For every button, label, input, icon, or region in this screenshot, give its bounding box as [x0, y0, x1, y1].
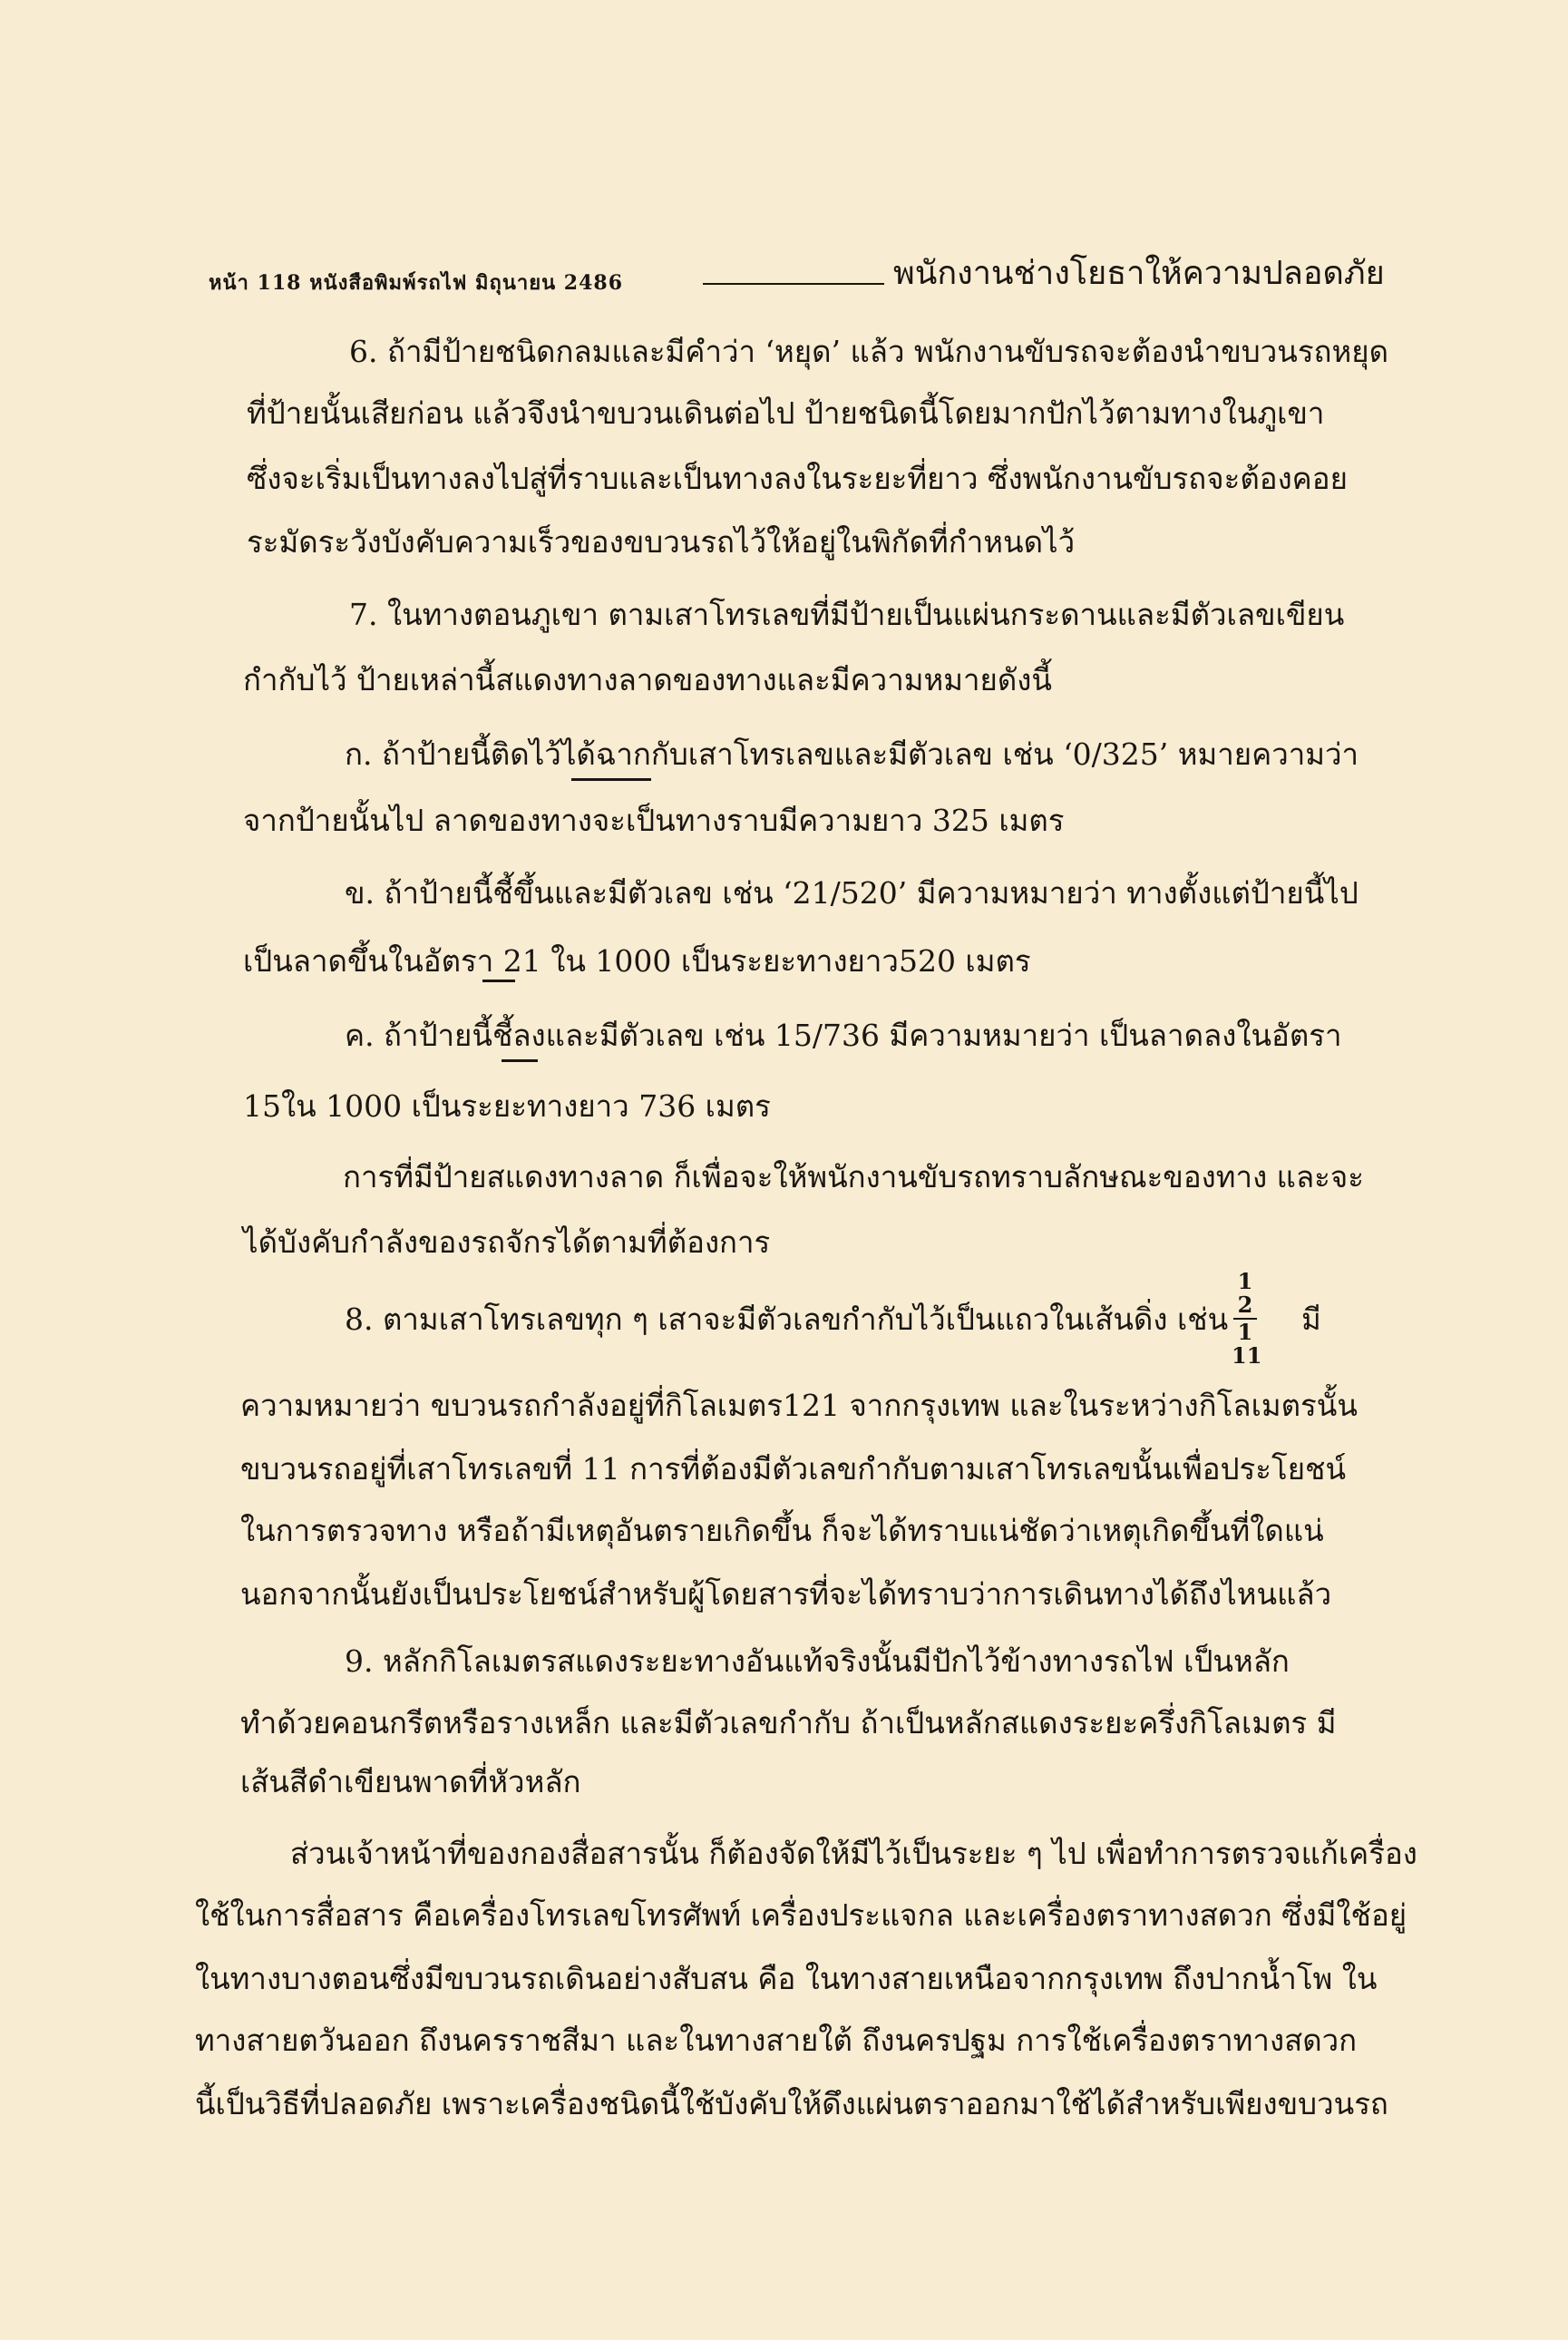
text-line: เป็นลาดขึ้นในอัตรา 21 ใน 1000 เป็นระยะทางยาว520 เมตร [243, 943, 1031, 979]
text-line: ทางสายตวันออก ถึงนครราชสีมา และในทางสายใต้ ถึงนครปฐม การใช้เครื่องตราทางสดวก [195, 2023, 1358, 2058]
text-line: จากป้ายนั้นไป ลาดของทางจะเป็นทางราบมีความยาว 325 เมตร [243, 803, 1065, 838]
text-line: การที่มีป้ายสแดงทางลาด ก็เพื่อจะให้พนักงานขับรถทราบลักษณะของทาง และจะ [343, 1159, 1364, 1194]
fraction-marker [1232, 1268, 1262, 1369]
header-page-info: หน้า 118 หนังสือพิมพ์รถไฟ มิถุนายน 2486 [209, 271, 624, 295]
text-line: เส้นสีดำเขียนพาดที่หัวหลัก [240, 1764, 581, 1799]
text-line: ทำด้วยคอนกรีตหรือรางเหล็ก และมีตัวเลขกำกับ ถ้าเป็นหลักสแดงระยะครึ่งกิโลเมตร มี [240, 1705, 1337, 1740]
header-title: พนักงานช่างโยธาให้ความปลอดภัย [893, 255, 1385, 292]
text-line: ส่วนเจ้าหน้าที่ของกองสื่อสารนั้น ก็ต้องจัดให้มีไว้เป็นระยะ ๆ ไป เพื่อทำการตรวจแก้เครื่อง [290, 1836, 1417, 1871]
text-line: 8. ตามเสาโทรเลขทุก ๆ เสาจะมีตัวเลขกำกับไว้เป็นแถวในเส้นดิ่ง เช่น [345, 1302, 1229, 1337]
text-line: นอกจากนั้นยังเป็นประโยชน์สำหรับผู้โดยสารที่จะได้ทราบว่าการเดินทางได้ถึงไหนแล้ว [240, 1576, 1332, 1612]
fraction-number: 11 [1232, 1342, 1262, 1369]
text-line: ข. ถ้าป้ายนี้ชี้ขึ้นและมีตัวเลข เช่น ‘21/520’ มีความหมายว่า ทางตั้งแต่ป้ายนี้ไป [345, 875, 1359, 911]
text-line: ค. ถ้าป้ายนี้ชี้ลงและมีตัวเลข เช่น 15/736 มีความหมายว่า เป็นลาดลงในอัตรา [345, 1018, 1342, 1053]
text-line: ที่ป้ายนั้นเสียก่อน แล้วจึงนำขบวนเดินต่อไป ป้ายชนิดนี้โดยมากปักไว้ตามทางในภูเขา [247, 395, 1325, 431]
text-line: ใช้ในการสื่อสาร คือเครื่องโทรเลขโทรศัพท์ เครื่องประแจกล และเครื่องตราทางสดวก ซึ่งมีใช้อยู่ [195, 1897, 1407, 1933]
text-line: ในการตรวจทาง หรือถ้ามีเหตุอันตรายเกิดขึ้น ก็จะได้ทราบแน่ชัดว่าเหตุเกิดขึ้นที่ใดแน่ [240, 1513, 1324, 1548]
text-line: ความหมายว่า ขบวนรถกำลังอยู่ที่กิโลเมตร121 จากกรุงเทพ และในระหว่างกิโลเมตรนั้น [240, 1388, 1358, 1423]
text-line: ซึ่งจะเริ่มเป็นทางลงไปสู่ที่ราบและเป็นทางลงในระยะที่ยาว ซึ่งพนักงานขับรถจะต้องคอย [247, 461, 1348, 496]
text-line: ขบวนรถอยู่ที่เสาโทรเลขที่ 11 การที่ต้องมีตัวเลขกำกับตามเสาโทรเลขนั้นเพื่อประโยชน์ [240, 1451, 1347, 1487]
text-line: นี้เป็นวิธีที่ปลอดภัย เพราะเครื่องชนิดนี้ใช้บังคับให้ดึงแผ่นตราออกมาใช้ได้สำหรับเพียงขบวนรถ [195, 2086, 1388, 2121]
fraction-number: 1 [1237, 1319, 1253, 1345]
underline-mark [571, 778, 651, 781]
underline-mark [502, 1059, 538, 1062]
text-line: 9. หลักกิโลเมตรสแดงระยะทางอันแท้จริงนั้นมีปักไว้ข้างทางรถไฟ เป็นหลัก [345, 1643, 1290, 1679]
text-line: 15ใน 1000 เป็นระยะทางยาว 736 เมตร [243, 1088, 771, 1124]
header-divider [703, 283, 884, 285]
page-header [209, 247, 1385, 301]
text-line: กำกับไว้ ป้ายเหล่านี้สแดงทางลาดของทางและมีความหมายดังนี้ [243, 662, 1052, 697]
underline-mark [482, 980, 515, 982]
text-line: ในทางบางตอนซึ่งมีขบวนรถเดินอย่างสับสน คือ ในทางสายเหนือจากกรุงเทพ ถึงปากน้ำโพ ใน [195, 1961, 1378, 1996]
text-line: ระมัดระวังบังคับความเร็วของขบวนรถไว้ให้อยู่ในพิกัดที่กำหนดไว้ [247, 524, 1076, 560]
fraction-number: 2 [1237, 1292, 1253, 1318]
text-line: 6. ถ้ามีป้ายชนิดกลมและมีคำว่า ‘หยุด’ แล้ว พนักงานขับรถจะต้องนำขบวนรถหยุด [349, 334, 1389, 369]
text-line: ได้บังคับกำลังของรถจักรได้ตามที่ต้องการ [243, 1224, 771, 1260]
text-line: 7. ในทางตอนภูเขา ตามเสาโทรเลขที่มีป้ายเป็นแผ่นกระดานและมีตัวเลขเขียน [349, 597, 1345, 632]
fraction-number: 1 [1237, 1268, 1253, 1294]
text-line: ก. ถ้าป้ายนี้ติดไว้ได้ฉากกับเสาโทรเลขและมีตัวเลข เช่น ‘0/325’ หมายความว่า [345, 736, 1359, 772]
text-line: มี [1301, 1302, 1321, 1337]
